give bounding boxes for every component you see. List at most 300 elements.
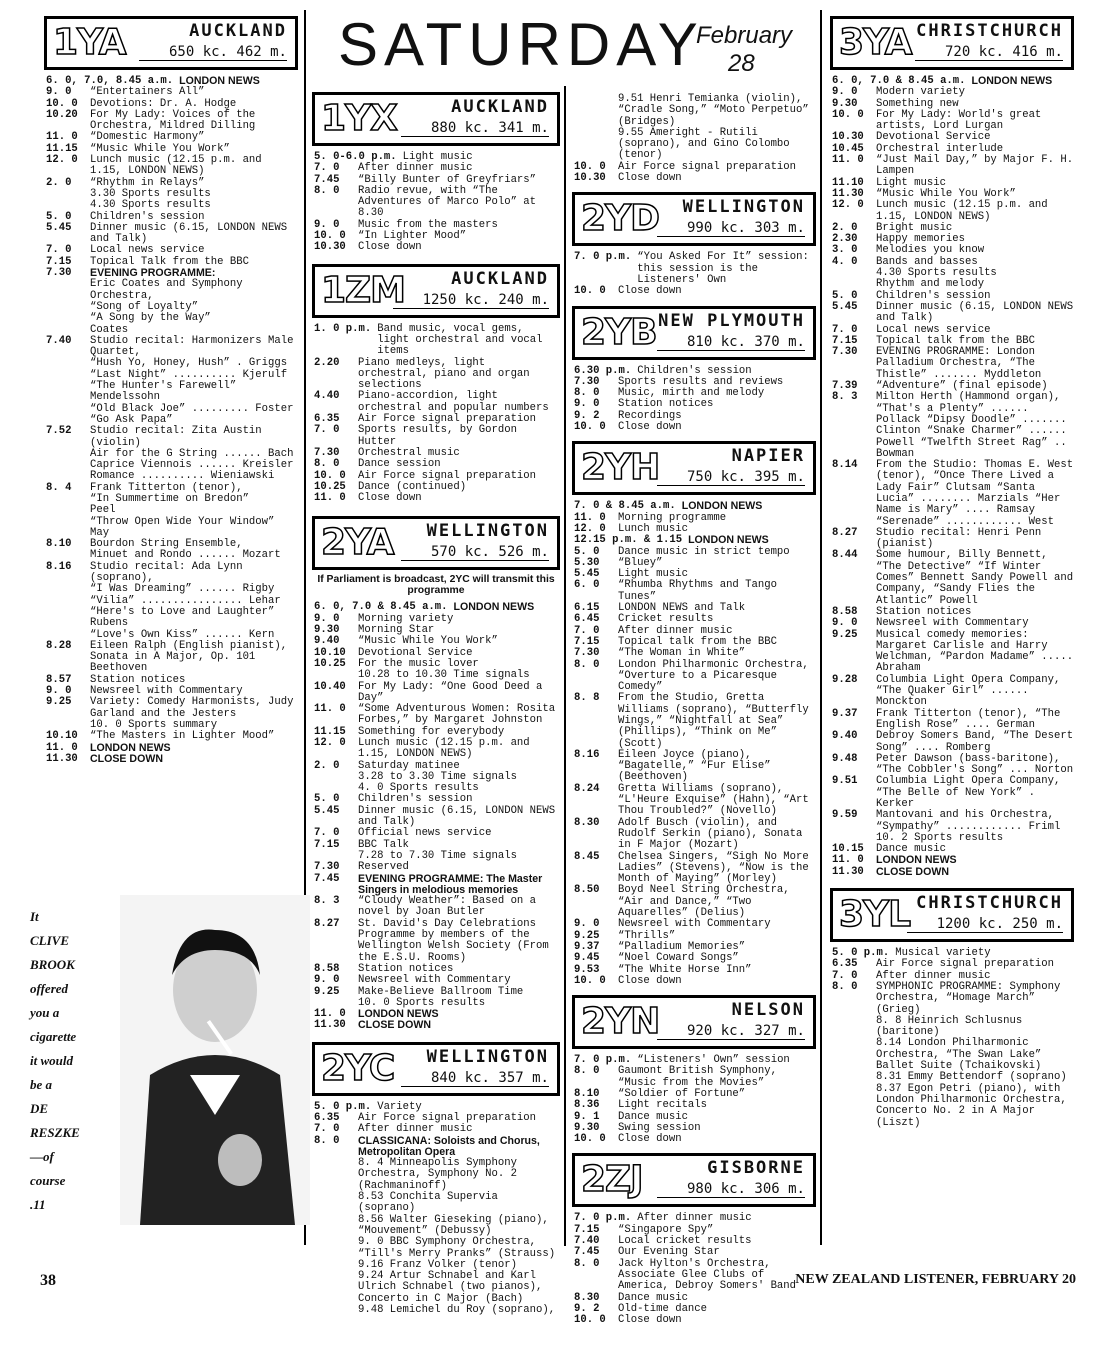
programme-time: 7. 0 xyxy=(574,624,600,637)
programme-title: “Billy Bunter of Greyfriars” xyxy=(358,173,537,186)
station-header xyxy=(312,516,560,570)
programme-time xyxy=(46,358,90,369)
programme-title: 3.30 Sports results xyxy=(90,187,211,200)
programme-time: 8. 0 xyxy=(832,980,858,993)
programme-title: Lunch music xyxy=(618,522,688,535)
programme-entry xyxy=(46,471,298,482)
programme-time: 7.45 xyxy=(314,872,340,885)
programme-title: LONDON NEWS and Talk xyxy=(618,602,746,615)
programme-time: 1. 0 p.m. xyxy=(314,322,372,335)
station-frequency: 570 kc. 526 m. xyxy=(401,544,549,561)
programme-time: 6. 0, 7.0, 8.45 a.m. xyxy=(46,75,174,87)
station-header xyxy=(44,16,298,70)
programme-title: Columbia Light Opera Company, “The Quaker Girl” ...... Monckton xyxy=(876,673,1061,709)
station-header xyxy=(572,441,816,495)
programme-time: 8.10 xyxy=(574,1088,600,1100)
programme-title: 10.28 to 10.30 Time signals xyxy=(358,669,530,682)
programme-time: 10. 0 xyxy=(314,469,346,482)
programme-time xyxy=(46,200,90,211)
programme-title: EVENING PROGRAMME: The Master Singers in melodious memories xyxy=(358,872,543,896)
programme-entry xyxy=(46,607,298,618)
programme-time: 6.35 xyxy=(832,958,858,971)
programme-title: 8.56 Walter Gieseking (piano), “Mouvement” (Debussy) xyxy=(358,1213,549,1237)
programme-time xyxy=(46,449,90,460)
programme-entry xyxy=(314,459,560,470)
programme-entry xyxy=(574,1100,816,1111)
programme-title: Rhythm and melody xyxy=(876,278,985,291)
page-number: 38 xyxy=(40,1272,56,1289)
programme-title: Cricket results xyxy=(618,613,714,626)
programme-title: “A Song by the Way” xyxy=(90,312,211,325)
station-note: If Parliament is broadcast, 2YC will transmit this programme xyxy=(317,574,555,597)
programme-title: Morning variety xyxy=(358,612,454,625)
programme-time: 7. 0 xyxy=(314,162,340,175)
programme-title: Dance session xyxy=(358,458,441,471)
programme-list xyxy=(314,152,560,254)
programme-entry xyxy=(46,517,298,528)
programme-time: 9.48 xyxy=(832,752,858,765)
programme-title: Some humour, Billy Bennett, “The Detective” “If Winter Comes” Bennett Sandy Powell and Company, “Sandy Flies the Atlantic” Powell xyxy=(876,549,1074,607)
programme-time: 7.15 xyxy=(574,1223,600,1236)
programme-title: London Philharmonic Orchestra, “Overture to a Picaresque Comedy” xyxy=(618,658,809,694)
programme-title: Radio revue, with “The Adventures of Marco Polo” at 8.30 xyxy=(358,184,537,220)
programme-time: 9. 2 xyxy=(574,409,600,422)
programme-time xyxy=(314,1192,358,1215)
programme-title: “Music While You Work” xyxy=(876,187,1016,200)
programme-time: 8.10 xyxy=(46,538,72,551)
programme-entry xyxy=(832,460,1074,528)
programme-time: 9.45 xyxy=(574,952,600,965)
programme-time xyxy=(832,1016,876,1039)
station-city: NAPIER xyxy=(731,446,805,467)
programme-entry xyxy=(832,110,1074,133)
programme-time: 7.15 xyxy=(46,255,72,268)
programme-title: Dance music xyxy=(618,1110,688,1123)
programme-time: 9.37 xyxy=(574,940,600,953)
programme-title: Close down xyxy=(618,421,682,434)
programme-list xyxy=(574,501,816,987)
station-logo: 2YD xyxy=(581,198,659,240)
programme-title: Caprice Viennois ...... Kreisler xyxy=(90,459,294,472)
programme-entry xyxy=(574,784,816,818)
programme-time: 6. 0, 7.0 & 8.45 a.m. xyxy=(314,601,448,614)
programme-title: LONDON NEWS xyxy=(681,500,763,513)
station-city: CHRISTCHURCH xyxy=(916,21,1063,41)
programme-time: 7.40 xyxy=(46,334,72,347)
programme-entry xyxy=(574,94,816,128)
programme-time: 11. 0 xyxy=(46,741,78,754)
programme-time: 11. 0 xyxy=(46,131,78,144)
date-month: February xyxy=(696,22,793,49)
programme-title: “Palladium Memories” xyxy=(618,940,746,953)
programme-title: Light music xyxy=(618,568,688,581)
programme-title: “Some Adventurous Women: Rosita Forbes,” by Margaret Johnston xyxy=(358,703,556,727)
programme-title: Dance music xyxy=(876,843,946,856)
programme-title: Station notices xyxy=(358,962,454,975)
station-logo: 3YL xyxy=(839,894,911,936)
programme-entry xyxy=(832,982,1074,1016)
programme-title: LONDON NEWS xyxy=(179,75,260,87)
station-logo: 2YC xyxy=(321,1047,395,1089)
programme-entry xyxy=(832,855,1074,866)
programme-entry xyxy=(832,550,1074,606)
programme-entry xyxy=(832,155,1074,178)
programme-title: Chelsea Singers, “Sigh No More Ladies” (Stevens), “Now is the Month of Maying” (Morley) xyxy=(618,850,809,886)
programme-time: 11.10 xyxy=(832,176,864,189)
programme-time: 7.15 xyxy=(314,838,340,851)
programme-title: Rubens xyxy=(90,617,129,630)
ad-line: cigarette xyxy=(30,1029,77,1044)
programme-time: 5. 0 p.m. xyxy=(832,947,890,960)
programme-title: Light music xyxy=(402,151,473,163)
programme-entry xyxy=(46,494,298,505)
programme-time: 8. 8 xyxy=(574,692,600,705)
programme-title: Dance (continued) xyxy=(358,480,467,493)
programme-title: CLOSE DOWN xyxy=(876,865,949,878)
programme-title: “Music While You Work” xyxy=(358,635,498,648)
programme-title: Morning Star xyxy=(358,624,435,637)
programme-time xyxy=(46,313,90,324)
programme-title: Boyd Neel String Orchestra, “Air and Dance,” “Two Aquarelles” (Delius) xyxy=(618,884,790,920)
programme-time: 10.15 xyxy=(832,843,864,856)
programme-entry xyxy=(574,614,816,625)
programme-entry xyxy=(46,743,298,754)
programme-entry xyxy=(314,231,560,242)
programme-title: Children's session xyxy=(358,793,473,806)
station-block xyxy=(568,306,820,434)
page-title: SATURDAY xyxy=(338,11,704,78)
programme-title: Topical talk from the BBC xyxy=(618,635,777,648)
programme-time: 9. 0 xyxy=(46,685,72,698)
programme-title: Mendelssohn xyxy=(90,391,160,404)
programme-time: 8. 3 xyxy=(314,895,340,908)
programme-time: 5.45 xyxy=(314,804,340,817)
programme-title: 4.30 Sports results xyxy=(90,199,211,212)
station-frequency: 650 kc. 462 m. xyxy=(139,44,287,61)
programme-title: CLOSE DOWN xyxy=(90,752,163,765)
programme-title: Newsreel with Commentary xyxy=(90,685,243,698)
programme-time xyxy=(314,670,358,681)
programme-entry xyxy=(574,535,816,546)
programme-entry xyxy=(314,1158,560,1192)
programme-title: “Old Black Joe” ......... Foster xyxy=(90,402,294,415)
programme-entry xyxy=(46,200,298,211)
programme-time: 11. 0 xyxy=(574,511,606,524)
programme-title: Local news service xyxy=(876,323,991,336)
programme-title: 10. 0 Sports results xyxy=(358,996,486,1009)
programme-time: 7. 0 xyxy=(314,827,340,840)
programme-title: Old-time dance xyxy=(618,1302,708,1315)
programme-time xyxy=(46,392,90,403)
programme-time: 8.50 xyxy=(574,884,600,897)
programme-entry xyxy=(832,1016,1074,1039)
programme-time: 7. 0 & 8.45 a.m. xyxy=(574,500,676,513)
programme-entry xyxy=(314,896,560,919)
programme-time xyxy=(46,381,90,392)
programme-time: 7. 0 p.m. xyxy=(574,1054,632,1067)
programme-time: 7.30 xyxy=(574,647,600,660)
programme-entry xyxy=(832,867,1074,878)
programme-time: 8. 0 xyxy=(574,387,600,400)
station-frequency: 1250 kc. 240 m. xyxy=(393,292,549,309)
programme-title: Our Evening Star xyxy=(618,1246,720,1259)
programme-entry xyxy=(832,675,1074,709)
programme-time: 11. 0 xyxy=(832,154,864,167)
station-block xyxy=(568,1153,820,1326)
programme-entry xyxy=(574,818,816,852)
programme-entry xyxy=(574,885,816,919)
programme-time: 8.36 xyxy=(574,1099,600,1112)
ad-line: course xyxy=(30,1173,66,1188)
programme-title: Studio recital: Ada Lynn (soprano), xyxy=(90,560,243,585)
programme-entry xyxy=(574,547,816,558)
programme-title: Morning programme xyxy=(618,511,727,524)
programme-entry xyxy=(314,682,560,705)
programme-time: 8.58 xyxy=(314,962,340,975)
programme-entry xyxy=(46,110,298,133)
programme-entry xyxy=(574,399,816,410)
programme-entry xyxy=(832,200,1074,223)
programme-title: Devotional Service xyxy=(876,131,991,144)
ad-line: offered xyxy=(30,981,69,996)
programme-time: 8.16 xyxy=(46,560,72,573)
programme-title: 8. 4 Minneapolis Symphony Orchestra, Symphony No. 2 (Rachmaninoff) xyxy=(358,1157,517,1192)
programme-title: Air Force signal preparation xyxy=(358,1112,537,1124)
programme-entry xyxy=(314,1136,560,1159)
programme-time xyxy=(314,1158,358,1192)
programme-time: 9.30 xyxy=(574,1121,600,1134)
programme-time: 10.25 xyxy=(314,480,346,493)
programme-entry xyxy=(46,279,298,302)
programme-title: From the Studio: Thomas E. West (tenor), “Once There Lived a Lady Fair” Clutsam “Santa Lucia” ........ Marzials “Her Name is Mary” .... Ramsay “Serenade” ............ West xyxy=(876,459,1074,528)
programme-time xyxy=(46,494,90,505)
programme-title: Air Force signal preparation xyxy=(618,160,797,173)
programme-time: 6.35 xyxy=(314,413,340,426)
station-header xyxy=(312,1042,560,1096)
programme-title: “I Was Dreaming” ...... Rigby xyxy=(90,583,275,596)
programme-time: 5.45 xyxy=(832,300,858,313)
programme-entry xyxy=(832,302,1074,325)
programme-title: “Cloudy Weather”: Based on a novel by Joan Butler xyxy=(358,895,537,919)
programme-time: 5. 0-6.0 p.m. xyxy=(314,151,397,163)
programme-title: St. David's Day Celebrations Programme by members of the Wellington Welsh Society (From the E.S.U. Rooms) xyxy=(358,917,549,964)
programme-entry xyxy=(574,953,816,964)
station-logo: 2YA xyxy=(321,522,394,564)
programme-title: Children's session xyxy=(876,289,991,302)
station-block xyxy=(568,995,820,1145)
programme-title: SYMPHONIC PROGRAMME: Symphony Orchestra, “Homage March” (Grieg) xyxy=(876,980,1061,1016)
programme-title: “Last Night” .......... Kjerulf xyxy=(90,368,288,381)
programme-time: 12. 0 xyxy=(832,199,864,212)
programme-time: 6.15 xyxy=(574,602,600,615)
programme-time: 7.40 xyxy=(574,1235,600,1248)
programme-title: “Just Mail Day,” by Major F. H. Lampen xyxy=(876,154,1074,178)
programme-time: 8.24 xyxy=(574,782,600,795)
programme-title: “You Asked For It” session: this session is the Listeners' Own xyxy=(637,251,809,286)
programme-time: 8.58 xyxy=(832,605,858,618)
programme-time: 10. 0 xyxy=(314,230,346,243)
programme-list xyxy=(574,252,816,297)
programme-list xyxy=(314,602,560,1031)
station-city: AUCKLAND xyxy=(451,268,549,289)
programme-title: After dinner music xyxy=(358,1123,473,1136)
programme-entry xyxy=(46,731,298,742)
programme-time: 9. 0 xyxy=(314,612,340,625)
programme-title: 3.28 to 3.30 Time signals xyxy=(358,770,517,783)
programme-time xyxy=(832,1038,876,1072)
programme-time xyxy=(46,404,90,415)
programme-entry xyxy=(574,162,816,173)
programme-title: “Rhumba Rhythms and Tango Tunes” xyxy=(618,579,777,603)
programme-entry xyxy=(574,1259,816,1293)
programme-time: 9.25 xyxy=(574,929,600,942)
programme-entry xyxy=(574,976,816,987)
station-header xyxy=(572,192,816,246)
station-block xyxy=(568,192,820,297)
programme-title: Studio recital: Zita Austin (violin) xyxy=(90,425,262,449)
programme-title: 9.51 Henri Temianka (violin), “Cradle Song,” “Moto Perpetuo” (Bridges) xyxy=(618,93,809,128)
programme-time: 5.45 xyxy=(574,568,600,581)
programme-entry xyxy=(314,806,560,829)
programme-title: Newsreel with Commentary xyxy=(876,617,1029,630)
station-block xyxy=(40,16,302,765)
programme-entry xyxy=(832,959,1074,970)
programme-title: Dinner music (6.15, LONDON NEWS and Talk) xyxy=(90,221,288,246)
programme-time: 6.45 xyxy=(574,613,600,626)
programme-title: Station notices xyxy=(876,605,972,618)
programme-time xyxy=(46,370,90,381)
programme-entry xyxy=(574,411,816,422)
programme-time: 5. 0 p.m. xyxy=(314,1100,372,1113)
programme-time xyxy=(574,128,618,162)
programme-time: 10. 0 xyxy=(832,108,864,121)
programme-time: 5. 0 xyxy=(314,793,340,806)
programme-title: Happy memories xyxy=(876,233,966,246)
programme-time xyxy=(832,1084,876,1129)
programme-title: Studio recital: Harmonizers Male Quartet, xyxy=(90,334,294,359)
programme-entry xyxy=(314,482,560,493)
programme-time: 9.37 xyxy=(832,707,858,720)
programme-title: Melodies you know xyxy=(876,244,985,257)
programme-title: “Here's to Love and Laughter” xyxy=(90,605,275,618)
programme-title: Eileen Ralph (English pianist), Sonata in A Major, Op. 101 xyxy=(90,639,288,664)
programme-entry xyxy=(574,1247,816,1258)
programme-time: 10.40 xyxy=(314,680,346,693)
programme-list xyxy=(832,76,1074,878)
station-logo: 3YA xyxy=(839,22,912,63)
programme-entry xyxy=(314,874,560,897)
programme-title: 9. 0 BBC Symphony Orchestra, “Till's Merry Pranks” (Strauss) xyxy=(358,1236,556,1260)
programme-title: “The Woman in White” xyxy=(618,647,746,660)
programme-title: Variety xyxy=(377,1100,422,1113)
programme-title: After dinner music xyxy=(876,969,991,982)
programme-time: 4. 0 xyxy=(832,255,858,268)
station-frequency: 750 kc. 395 m. xyxy=(657,469,805,486)
programme-entry xyxy=(574,422,816,433)
programme-entry xyxy=(46,155,298,178)
station-frequency: 840 kc. 357 m. xyxy=(401,1070,549,1087)
programme-time xyxy=(46,584,90,595)
programme-list xyxy=(574,366,816,434)
programme-title: Peel xyxy=(90,504,116,517)
programme-time: 12. 0 xyxy=(574,522,606,535)
programme-title: 8.37 Egon Petri (piano), with London Philharmonic Orchestra, Concerto No. 2 in A Major (Liszt) xyxy=(876,1082,1067,1129)
programme-time: 9.30 xyxy=(314,624,340,637)
programme-entry xyxy=(314,1009,560,1020)
programme-time: 10.10 xyxy=(314,646,346,659)
programme-entry xyxy=(314,425,560,448)
programme-title: Devotional Service xyxy=(358,646,473,659)
programme-title: Air Force signal preparation xyxy=(358,413,537,426)
programme-title: Topical talk from the BBC xyxy=(876,334,1035,347)
programme-time: 9.25 xyxy=(832,628,858,641)
programme-title: “The White Horse Inn” xyxy=(618,963,752,976)
programme-title: Eileen Joyce (piano), “Bagatelle,” “Fur Elise” (Beethoven) xyxy=(618,748,771,784)
programme-entry xyxy=(314,1020,560,1031)
publication-footer: NEW ZEALAND LISTENER, FEBRUARY 20 xyxy=(795,1272,1076,1287)
programme-entry xyxy=(574,660,816,694)
programme-time: 9. 0 xyxy=(832,86,858,99)
programme-entry xyxy=(46,584,298,595)
programme-entry xyxy=(314,919,560,964)
programme-entry xyxy=(314,704,560,727)
programme-title: After dinner music xyxy=(637,1212,752,1225)
programme-time: 10. 0 xyxy=(574,1133,606,1146)
programme-entry xyxy=(314,975,560,986)
programme-title: Dance music in strict tempo xyxy=(618,545,790,558)
programme-time: 7.30 xyxy=(314,446,340,459)
programme-title: Frank Titterton (tenor), xyxy=(90,481,243,494)
station-header xyxy=(312,92,560,146)
programme-title: Orchestral interlude xyxy=(876,142,1004,155)
programme-time: 11. 0 xyxy=(314,703,346,716)
programme-time: 5. 0 xyxy=(832,289,858,302)
programme-time xyxy=(314,1215,358,1238)
station-header xyxy=(572,306,816,360)
programme-time: 10.30 xyxy=(314,241,346,254)
programme-entry xyxy=(574,513,816,524)
programme-time: 11.30 xyxy=(832,865,864,878)
programme-time: 8.44 xyxy=(832,549,858,562)
programme-time: 9. 0 xyxy=(574,918,600,931)
programme-time: 11.30 xyxy=(314,1019,346,1032)
programme-title: “Noel Coward Songs” xyxy=(618,952,739,965)
programme-entry xyxy=(314,738,560,761)
programme-time: 7. 0 xyxy=(46,244,72,257)
programme-time: 6. 0, 7.0 & 8.45 a.m. xyxy=(832,75,966,87)
programme-time xyxy=(314,1305,358,1316)
station-frequency: 1200 kc. 250 m. xyxy=(907,916,1063,933)
programme-title: Swing session xyxy=(618,1121,701,1134)
programme-title: Newsreel with Commentary xyxy=(358,974,511,987)
programme-title: “Rhythm in Relays” xyxy=(90,176,205,189)
programme-title: 8.14 London Philharmonic Orchestra, “The Swan Lake” Ballet Suite (Tchaikovski) xyxy=(876,1037,1042,1073)
programme-entry xyxy=(46,313,298,324)
programme-list xyxy=(574,94,816,184)
programme-title: Sports results and reviews xyxy=(618,375,784,388)
programme-title: 9.16 Franz Volker (tenor) xyxy=(358,1258,517,1271)
programme-entry xyxy=(46,87,298,98)
station-header xyxy=(830,16,1074,70)
programme-title: Piano-accordion, light orchestral and popular numbers xyxy=(358,390,549,414)
programme-time: 8. 0 xyxy=(314,458,340,471)
programme-time: 8.57 xyxy=(46,673,72,686)
programme-title: “In Summertime on Bredon” xyxy=(90,492,249,505)
programme-time xyxy=(314,1237,358,1260)
programme-list xyxy=(46,76,298,765)
programme-title: EVENING PROGRAMME: London Palladium Orchestra, “The Thistle” ....... Myddleton xyxy=(876,346,1042,381)
programme-time: 5. 0 xyxy=(574,545,600,558)
